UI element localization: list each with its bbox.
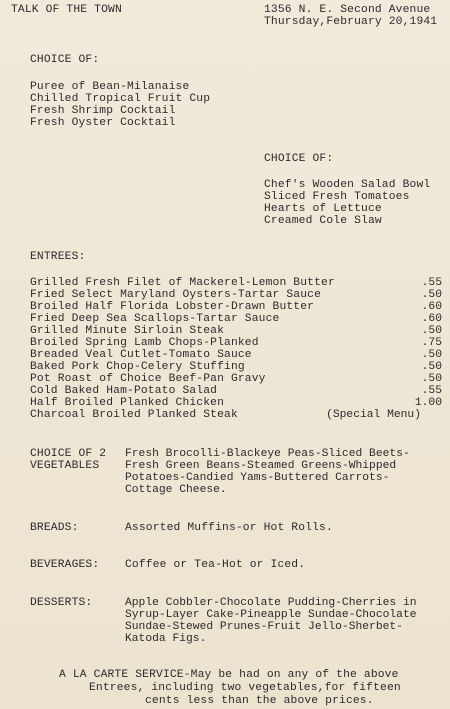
entree-price: .55	[421, 385, 442, 397]
entree-price: .55	[421, 277, 442, 289]
choice-heading-1: CHOICE OF:	[30, 54, 100, 66]
choice-item: Sliced Fresh Tomatoes	[264, 191, 410, 203]
entree-price: .50	[421, 349, 442, 361]
entree-name: Half Broiled Planked Chicken	[30, 397, 225, 409]
entree-price: .50	[421, 361, 442, 373]
entree-name: Broiled Spring Lamb Chops-Planked	[30, 337, 259, 349]
entree-price: .50	[421, 289, 442, 301]
entree-name: Grilled Minute Sirloin Steak	[30, 325, 225, 337]
choice-item: Fresh Shrimp Cocktail	[30, 105, 176, 117]
vegetables-label-line1: CHOICE OF 2	[30, 448, 107, 460]
choice-item: Fresh Oyster Cocktail	[30, 117, 176, 129]
entree-price: .50	[421, 373, 442, 385]
entree-price: (Special Menu)	[326, 409, 421, 421]
breads-label: BREADS:	[30, 522, 79, 534]
entree-price: 1.00	[414, 397, 442, 409]
beverages-text: Coffee or Tea-Hot or Iced.	[125, 559, 306, 571]
desserts-list	[125, 597, 417, 645]
entree-price: .50	[421, 325, 442, 337]
vegetables-line: Potatoes-Candied Yams-Buttered Carrots-	[125, 472, 390, 484]
choice-item: Hearts of Lettuce	[264, 203, 382, 215]
choice-item: Creamed Cole Slaw	[264, 215, 382, 227]
entree-name: Charcoal Broiled Planked Steak	[30, 409, 238, 421]
entree-price: .60	[421, 301, 442, 313]
menu-date: Thursday,February 20,1941	[264, 16, 438, 28]
choice-heading-2: CHOICE OF:	[264, 153, 334, 165]
entree-name: Fried Deep Sea Scallops-Tartar Sauce	[30, 313, 280, 325]
restaurant-name: TALK OF THE TOWN	[11, 4, 122, 16]
vegetables-line: Cottage Cheese.	[125, 484, 227, 496]
entree-name: Fried Select Maryland Oysters-Tartar Sauce	[30, 289, 322, 301]
entree-name: Breaded Veal Cutlet-Tomato Sauce	[30, 349, 252, 361]
entree-name: Broiled Half Florida Lobster-Drawn Butter	[30, 301, 315, 313]
desserts-label: DESSERTS:	[30, 597, 93, 609]
desserts-line: Syrup-Layer Cake-Pineapple Sundae-Chocolate	[125, 609, 417, 621]
footer-line: A LA CARTE SERVICE-May be had on any of the above	[59, 669, 399, 681]
entrees-heading: ENTREES:	[30, 251, 86, 263]
entree-name: Grilled Fresh Filet of Mackerel-Lemon Butter	[30, 277, 335, 289]
footer-line: Entrees, including two vegetables,for fifteen	[89, 682, 401, 694]
vegetables-label-line2: VEGETABLES	[30, 460, 100, 472]
desserts-line: Sundae-Stewed Prunes-Fruit Jello-Sherbet-	[125, 621, 403, 633]
restaurant-address: 1356 N. E. Second Avenue	[264, 4, 431, 16]
entree-price: .75	[421, 337, 442, 349]
desserts-line: Katoda Figs.	[125, 633, 207, 645]
vegetables-list	[125, 448, 410, 496]
desserts-line: Apple Cobbler-Chocolate Pudding-Cherries in	[125, 597, 417, 609]
entree-name: Baked Pork Chop-Celery Stuffing	[30, 361, 245, 373]
beverages-label: BEVERAGES:	[30, 559, 100, 571]
vegetables-line: Fresh Green Beans-Steamed Greens-Whipped	[125, 460, 397, 472]
entree-price: .60	[421, 313, 442, 325]
footer-line: cents less than the above prices.	[145, 695, 374, 707]
choice-item: Puree of Bean-Milanaise	[30, 81, 190, 93]
choice-item: Chilled Tropical Fruit Cup	[30, 93, 211, 105]
vegetables-line: Fresh Brocolli-Blackeye Peas-Sliced Beets-	[125, 448, 410, 460]
entree-name: Pot Roast of Choice Beef-Pan Gravy	[30, 373, 266, 385]
breads-text: Assorted Muffins-or Hot Rolls.	[125, 522, 333, 534]
choice-item: Chef's Wooden Salad Bowl	[264, 179, 431, 191]
entree-name: Cold Baked Ham-Potato Salad	[30, 385, 218, 397]
